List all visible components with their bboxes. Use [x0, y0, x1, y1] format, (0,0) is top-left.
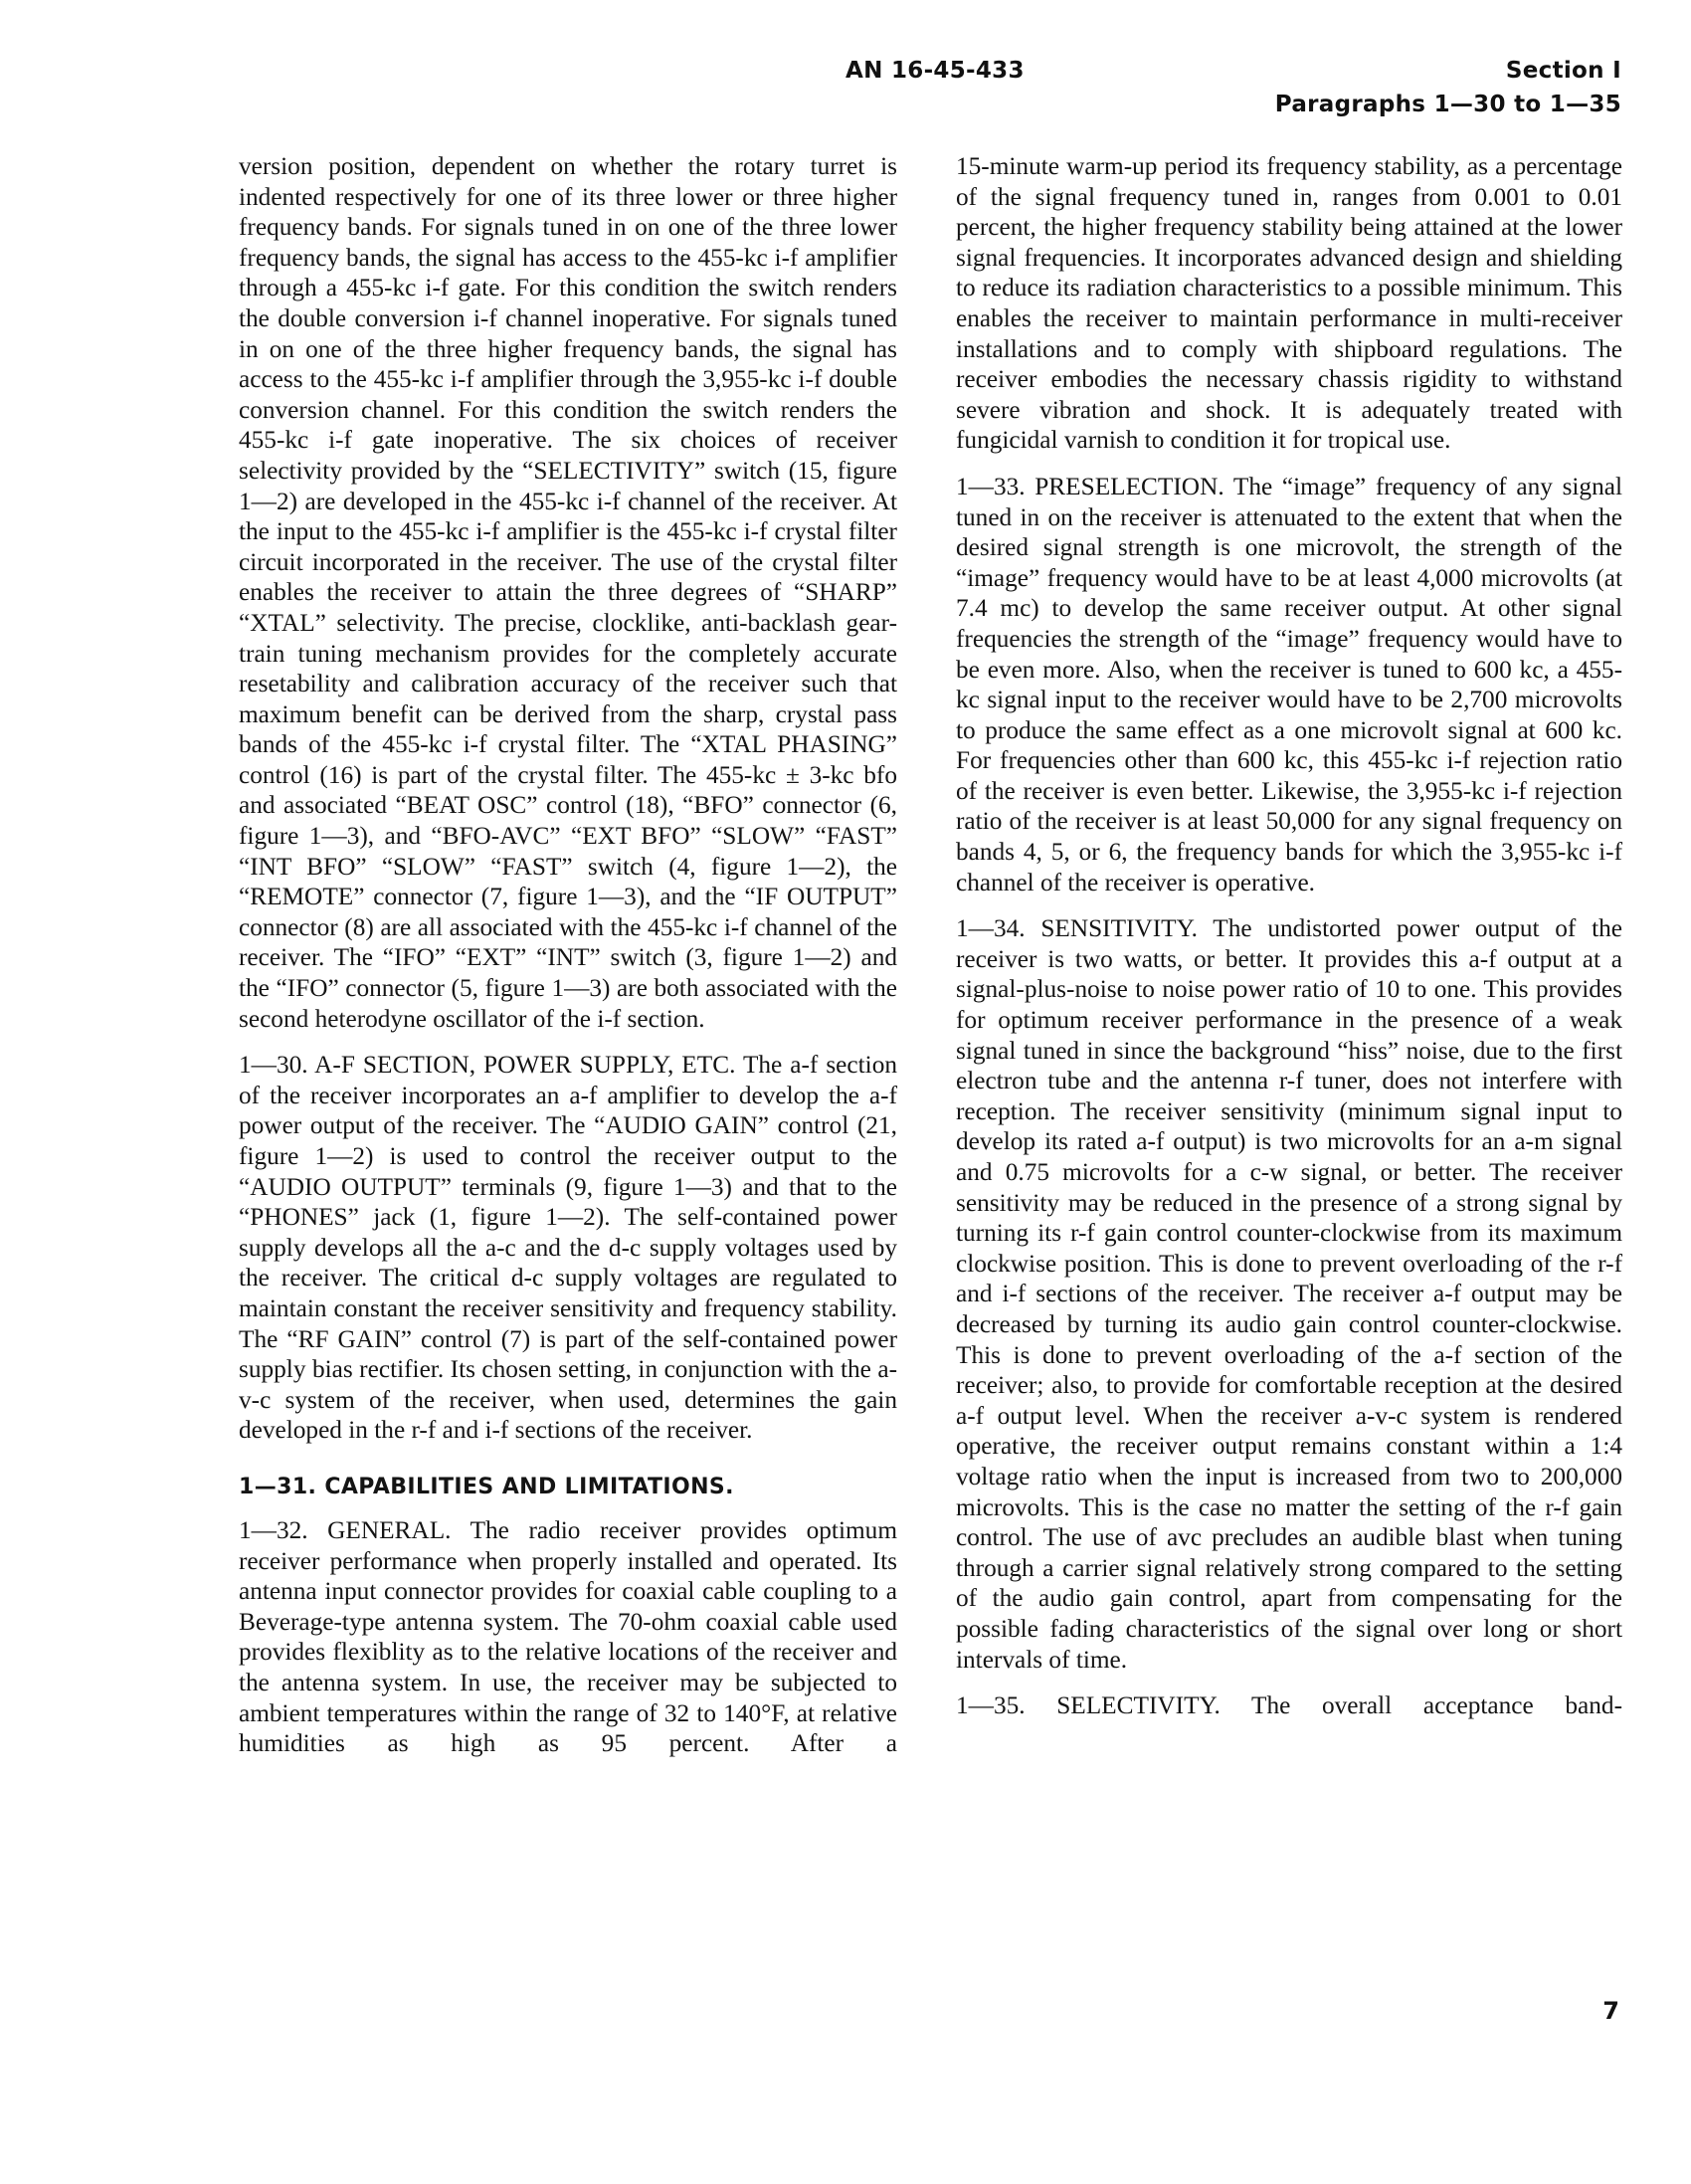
paragraph-1-30: 1—30. A-F SECTION, POWER SUPPLY, ETC. The a-f section of the receiver incorporates an a-f amplifier to develop the a-f power output of the receiver. The “AUDIO GAIN” control (21, figure 1—2) is used to control the receiver output to the “AUDIO OUTPUT” terminals (9, figure 1—3) and that to the “PHONES” jack (1, figure 1—2). The self-contained power supply develops all the a-c and the d-c supply voltages used by the receiver. The critical d-c supply voltages are regulated to maintain constant the receiver sensitivity and frequency stability. The “RF GAIN” control (7) is part of the self-contained power supply bias rectifier. Its chosen setting, in conjunction with the a-v-c system of the receiver, when used, determines the gain developed in the r-f and i-f sections of the receiver.	[239, 1051, 897, 1445]
section-heading-1-31: 1—31. CAPABILITIES AND LIMITATIONS.	[239, 1474, 734, 1499]
paragraph-continued: version position, dependent on whether the rotary turret is indented respectively for one of its three lower or three higher frequency bands. For signals tuned in on one of the three lower frequency bands, the signal has access to the 455-kc i-f amplifier through a 455-kc i-f gate. For this condition the switch renders the double conversion i-f channel inoperative. For signals tuned in on one of the three higher frequency bands, the signal has access to the 455-kc i-f amplifier through the 3,955-kc i-f double conversion channel. For this condition the switch renders the 455-kc i-f gate inoperative. The six choices of receiver selectivity provided by the “SELECTIVITY” switch (15, figure 1—2) are developed in the 455-kc i-f channel of the receiver. At the input to the 455-kc i-f amplifier is the 455-kc i-f crystal filter circuit incorporated in the receiver. The use of the crystal filter enables the receiver to attain the three degrees of “SHARP” “XTAL” selectivity. The precise, clocklike, anti-backlash gear-train tuning mechanism provides for the completely accurate resetability and calibration accuracy of the receiver such that maximum benefit can be derived from the sharp, crystal pass bands of the 455-kc i-f crystal filter. The “XTAL PHASING” control (16) is part of the crystal filter. The 455-kc ± 3-kc bfo and associated “BEAT OSC” control (18), “BFO” connector (6, figure 1—3), and “BFO-AVC” “EXT BFO” “SLOW” “FAST” “INT BFO” “SLOW” “FAST” switch (4, figure 1—2), the “REMOTE” connector (7, figure 1—3), and the “IF OUTPUT” connector (8) are all associated with the 455-kc i-f channel of the receiver. The “IFO” “EXT” “INT” switch (3, figure 1—2) and the “IFO” connector (5, figure 1—3) are both associated with the second heterodyne oscillator of the i-f section.	[239, 152, 897, 1033]
paragraph-1-32: 1—32. GENERAL. The radio receiver provides optimum receiver performance when properly installed and operated. Its antenna input connector provides for coaxial cable coupling to a Beverage-type antenna system. The 70-ohm coaxial cable used provides flexiblity as to the relative locations of the receiver and the antenna system. In use, the receiver may be subjected to ambient temperatures within the range of 32 to 140°F, at relative humidities as high as 95 percent. After a	[239, 1515, 897, 1758]
paragraph-1-33: 1—33. PRESELECTION. The “image” frequency of any signal tuned in on the receiver is attenuated to the extent that when the desired signal strength is one microvolt, the strength of the “image” frequency would have to be at least 4,000 microvolts (at 7.4 mc) to develop the same receiver output. At other signal frequencies the strength of the “image” frequency would have to be even more. Also, when the receiver is tuned to 600 kc, a 455-kc signal input to the receiver would have to be 2,700 microvolts to produce the same effect as a one microvolt signal at 600 kc. For frequencies other than 600 kc, this 455-kc i-f rejection ratio of the receiver is even better. Likewise, the 3,955-kc i-f rejection ratio of the receiver is at least 50,000 for any signal frequency on bands 4, 5, or 6, the frequency bands for which the 3,955-kc i-f channel of the receiver is operative.	[956, 472, 1622, 896]
paragraph-1-34: 1—34. SENSITIVITY. The undistorted power output of the receiver is two watts, or better. It provides this a-f output at a signal-plus-noise to noise power ratio of 10 to one. This provides for optimum receiver performance in the presence of a weak signal tuned in since the background “hiss” noise, due to the first electron tube and the antenna r-f tuner, does not interfere with reception. The receiver sensitivity (minimum signal input to develop its rated a-f output) is two microvolts for an a-m signal and 0.75 microvolts for a c-w signal, or better. The receiver sensitivity may be reduced in the presence of a strong signal by turning its r-f gain control counter-clockwise from its maximum clockwise position. This is done to prevent overloading of the r-f and i-f sections of the receiver. The receiver a-f output may be decreased by turning its audio gain control counter-clockwise. This is done to prevent overloading of the a-f section of the receiver; also, to provide for comfortable reception at the desired a-f output level. When the receiver a-v-c system is rendered operative, the receiver output remains constant within a 1:4 voltage ratio when the input is increased from two to 200,000 microvolts. This is the case no matter the setting of the r-f gain control. The use of avc precludes an audible blast when tuning through a carrier signal relatively strong compared to the setting of the audio gain control, apart from compensating for the possible fading characteristics of the signal over long or short intervals of time.	[956, 914, 1622, 1674]
right-column	[956, 151, 1622, 1737]
left-column	[239, 151, 897, 1775]
paragraph-1-35: 1—35. SELECTIVITY. The overall acceptance band-	[956, 1691, 1622, 1720]
section-label: Section I	[1505, 58, 1621, 84]
paragraph-range: Paragraphs 1—30 to 1—35	[1274, 92, 1621, 117]
document-number: AN 16-45-433	[846, 58, 1025, 84]
page-number: 7	[1602, 1997, 1619, 2025]
paragraph-continued-right: 15-minute warm-up period its frequency stability, as a percentage of the signal frequency tuned in, ranges from 0.001 to 0.01 percent, the higher frequency stability being attained at the lower signal frequencies. It incorporates advanced design and shielding to reduce its radiation characteristics to a possible minimum. This enables the receiver to maintain performance in multi-receiver installations and to comply with shipboard regulations. The receiver embodies the necessary chassis rigidity to withstand severe vibration and shock. It is adequately treated with fungicidal varnish to condition it for tropical use.	[956, 152, 1622, 455]
